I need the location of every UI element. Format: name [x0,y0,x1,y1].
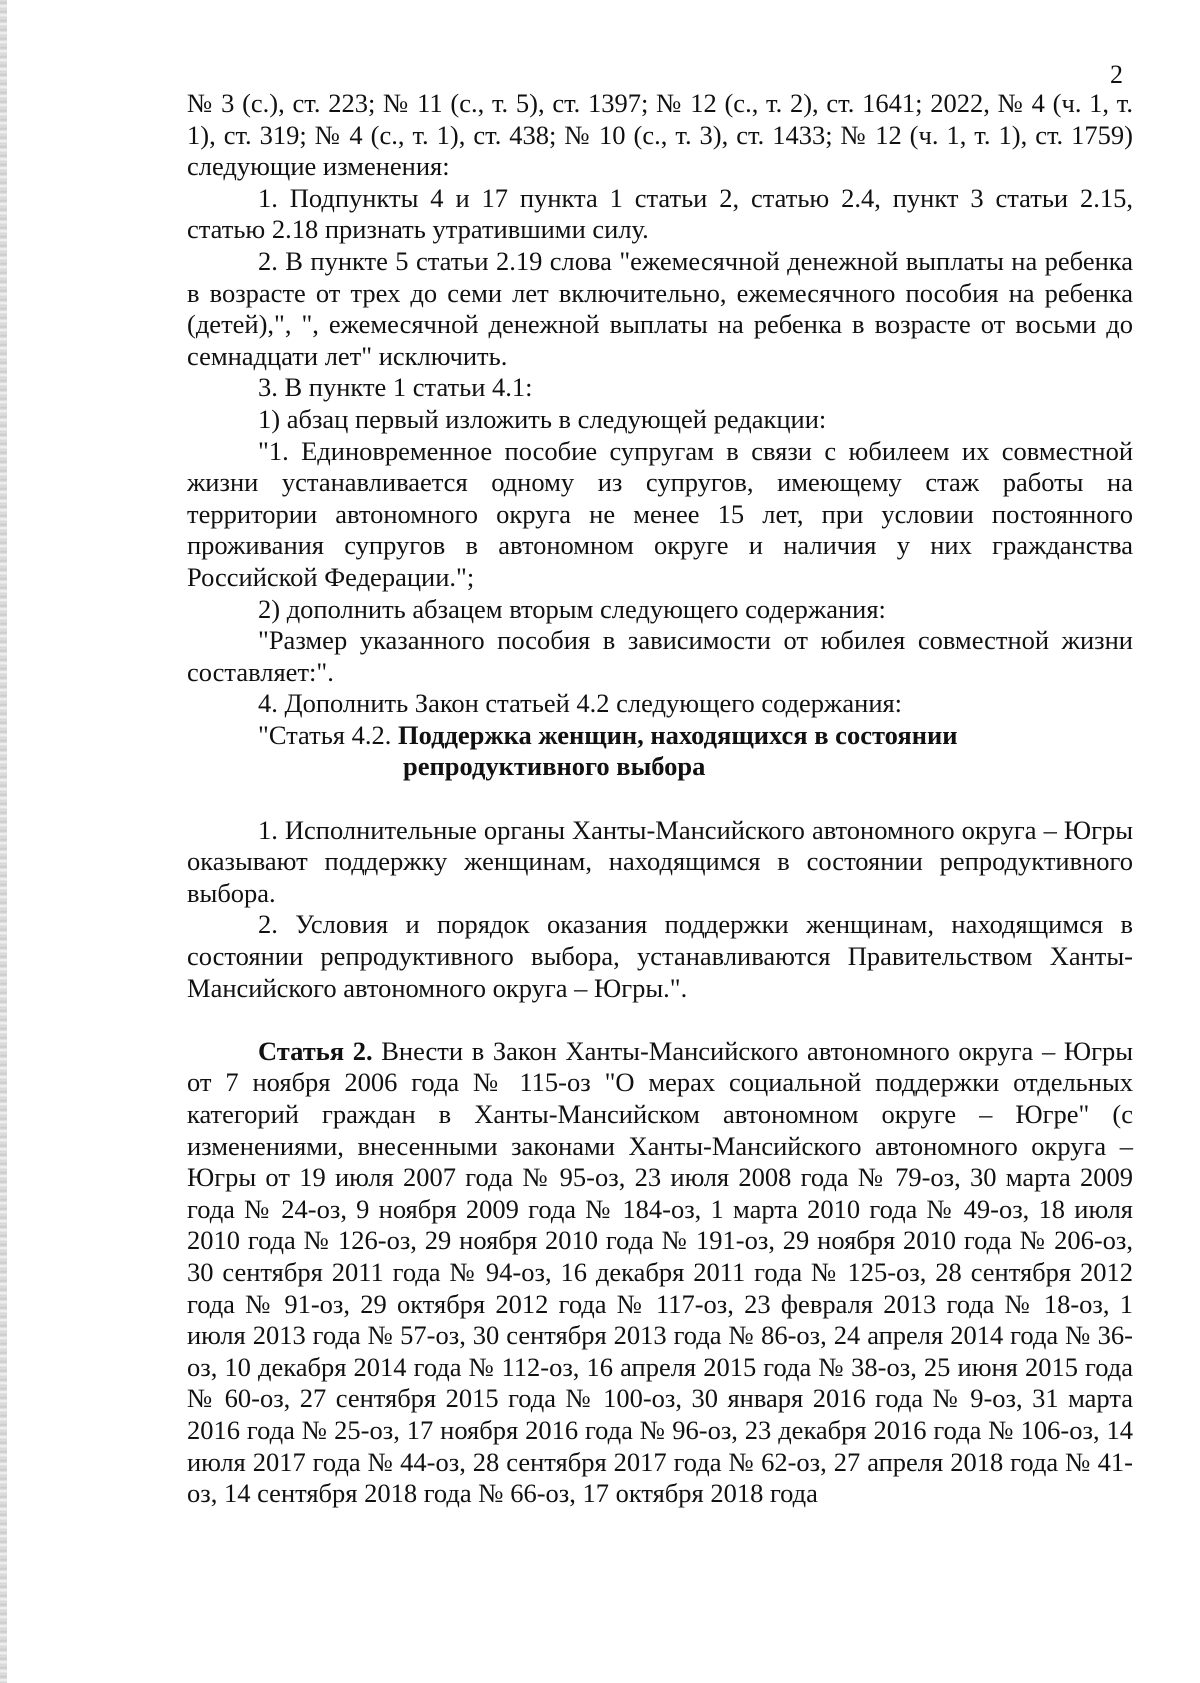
paragraph-quote-1: "1. Единовременное пособие супругам в связи с юбилеем их совместной жизни устанавливается одному из супругов, имеющему стаж работы на территории автономного округа не менее 15 лет, при условии постоянного проживания супругов в автономном округе и наличия у них гражданства Российской Федерации."; [187,435,1133,592]
page-number: 2 [1110,60,1123,89]
document-body [187,88,1133,1510]
article-2-heading: Статья 2. [258,1035,373,1066]
paragraph-subitem-1: 1) абзац первый изложить в следующей редакции: [258,403,827,434]
scan-edge-artifact [0,0,7,1683]
article-4-2-item-2: 2. Условия и порядок оказания поддержки женщинам, находящимся в состоянии репродуктивного выбора, устанавливаются Правительством Ханты-Мансийского автономного округа – Югры.". [187,909,1133,1003]
paragraph-quote-2: "Размер указанного пособия в зависимости от юбилея совместной жизни составляет:". [187,625,1133,687]
paragraph-item-4: 4. Дополнить Закон статьей 4.2 следующего содержания: [258,688,903,719]
article-4-2-title-line1: Поддержка женщин, находящихся в состоянии [397,719,958,750]
article-4-2-item-1: 1. Исполнительные органы Ханты-Мансийского автономного округа – Югры оказывают поддержку женщинам, находящимся в состоянии репродуктивного выбора. [187,814,1133,908]
paragraph-item-2: 2. В пункте 5 статьи 2.19 слова "ежемесячной денежной выплаты на ребенка в возрасте от трех до семи лет включительно, ежемесячного пособия на ребенка (детей),", ", ежемесячной денежной выплаты на ребенка в возрасте от восьми до семнадцати лет" исключить. [187,245,1133,371]
article-2-paragraph [187,1036,1133,1510]
article-4-2-heading [187,720,1133,783]
spacer [187,783,1133,815]
article-4-2-title-line2: репродуктивного выбора [403,751,706,782]
article-2-text: Внести в Закон Ханты-Мансийского автономного округа – Югры от 7 ноября 2006 года № 115-оз "О мерах социальной поддержки отдельных категорий граждан в Ханты-Мансийском автономном округе – Югре" (с изменениями, внесенными законами Ханты-Мансийского автономного округа – Югры от 19 июля 2007 года № 95-оз, 23 июля 2008 года № 79-оз, 30 марта 2009 года № 24-оз, 9 ноября 2009 года № 184-оз, 1 марта 2010 года № 49-оз, 18 июля 2010 года № 126-оз, 29 ноября 2010 года № 191-оз, 29 ноября 2010 года № 206-оз, 30 сентября 2011 года № 94-оз, 16 декабря 2011 года № 125-оз, 28 сентября 2012 года № 91-оз, 29 октября 2012 года № 117-оз, 23 февраля 2013 года № 18-оз, 1 июля 2013 года № 57-оз, 30 сентября 2013 года № 86-оз, 24 апреля 2014 года № 36-оз, 10 декабря 2014 года № 112-оз, 16 апреля 2015 года № 38-оз, 25 июня 2015 года № 60-оз, 27 сентября 2015 года № 100-оз, 30 января 2016 года № 9-оз, 31 марта 2016 года № 25-оз, 17 ноября 2016 года № 96-оз, 23 декабря 2016 года № 106-оз, 14 июля 2017 года № 44-оз, 28 сентября 2017 года № 62-оз, 27 апреля 2018 года № 41-оз, 14 сентября 2018 года № 66-оз, 17 октября 2018 года [187,1035,1133,1509]
spacer [187,1004,1133,1036]
article-4-2-prefix: "Статья 4.2. [258,719,398,750]
paragraph-amendment-sources: № 3 (с.), ст. 223; № 11 (с., т. 5), ст. 1397; № 12 (с., т. 2), ст. 1641; 2022, № 4 (ч. 1, т. 1), ст. 319; № 4 (с., т. 1), ст. 438; № 10 (с., т. 3), ст. 1433; № 12 (ч. 1, т. 1), ст. 1759) следующие изменения: [187,88,1133,182]
paragraph-item-3: 3. В пункте 1 статьи 4.1: [258,372,533,403]
paragraph-item-1: 1. Подпункты 4 и 17 пункта 1 статьи 2, статью 2.4, пункт 3 статьи 2.15, статью 2.18 признать утратившими силу. [187,182,1133,245]
paragraph-subitem-2: 2) дополнить абзацем вторым следующего содержания: [258,593,886,624]
